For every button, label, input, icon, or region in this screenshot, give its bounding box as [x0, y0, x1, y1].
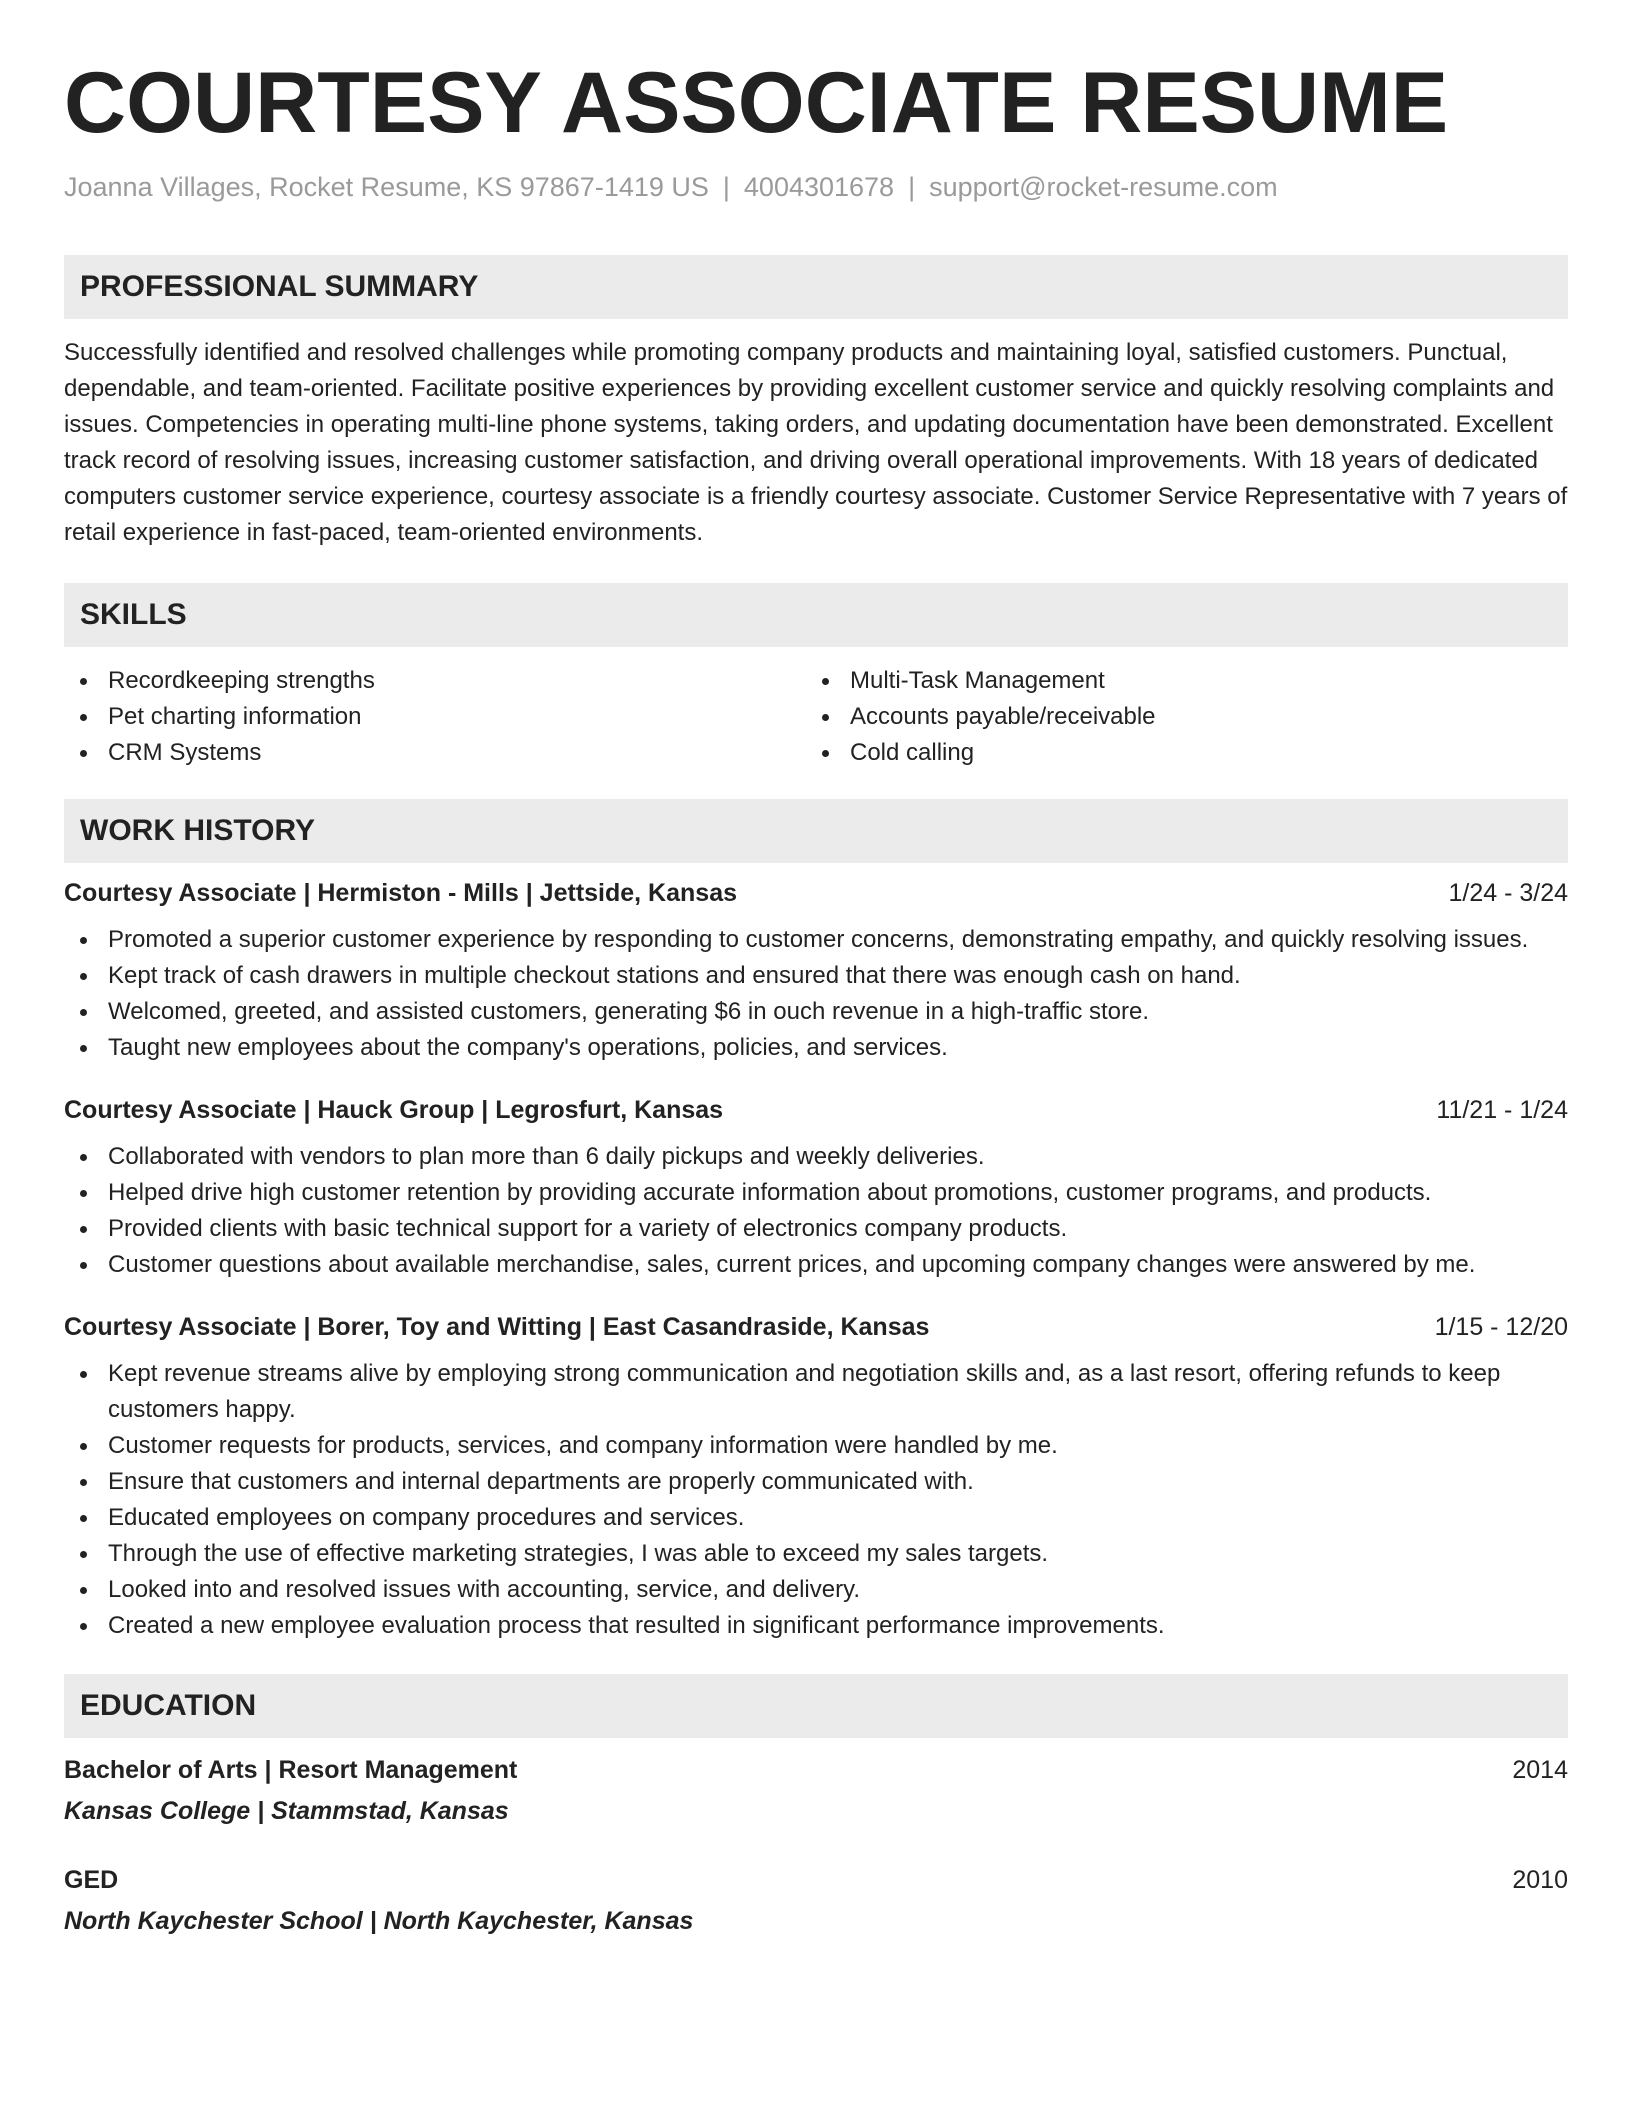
job-header	[64, 879, 1568, 908]
job-bullet: Kept revenue streams alive by employing strong communication and negotiation skills and, as a last resort, offering refunds to keep customers happy.	[64, 1356, 1568, 1428]
job-bullet: Helped drive high customer retention by providing accurate information about promotions, customer programs, and products.	[64, 1175, 1568, 1211]
job-header	[64, 1313, 1568, 1342]
job-title: Courtesy Associate | Hauck Group | Legrosfurt, Kansas	[64, 1096, 724, 1124]
job-dates: 1/15 - 12/20	[1434, 1313, 1568, 1341]
education-header	[64, 1756, 1568, 1785]
section-title: PROFESSIONAL SUMMARY	[80, 270, 479, 303]
skills-column-right	[806, 663, 1548, 771]
skills-column-left	[64, 663, 806, 771]
resume-page	[64, 52, 1568, 1936]
education-degree: Bachelor of Arts | Resort Management	[64, 1756, 518, 1784]
job-bullet: Customer requests for products, services, and company information were handled by me.	[64, 1428, 1568, 1464]
job-bullet: Taught new employees about the company's operations, policies, and services.	[64, 1030, 1568, 1066]
section-title: EDUCATION	[80, 1689, 257, 1722]
job-bullet: Looked into and resolved issues with accounting, service, and delivery.	[64, 1572, 1568, 1608]
job-bullets	[64, 1356, 1568, 1644]
job-bullet: Kept track of cash drawers in multiple checkout stations and ensured that there was enough cash on hand.	[64, 958, 1568, 994]
skill-item: Accounts payable/receivable	[850, 699, 1548, 735]
job-dates: 1/24 - 3/24	[1448, 879, 1568, 907]
job-dates: 11/21 - 1/24	[1436, 1096, 1568, 1124]
job-bullet: Collaborated with vendors to plan more than 6 daily pickups and weekly deliveries.	[64, 1139, 1568, 1175]
job-bullets	[64, 1139, 1568, 1283]
contact-address: Joanna Villages, Rocket Resume, KS 97867-1419 US	[64, 172, 709, 202]
contact-line	[64, 172, 1568, 203]
contact-separator: |	[722, 172, 730, 202]
job-bullet: Provided clients with basic technical support for a variety of electronics company products.	[64, 1211, 1568, 1247]
skill-item: Pet charting information	[108, 699, 806, 735]
job-title: Courtesy Associate | Borer, Toy and Witting | East Casandraside, Kansas	[64, 1313, 930, 1341]
job-bullets	[64, 922, 1568, 1066]
section-title: WORK HISTORY	[80, 814, 316, 847]
skill-item: Cold calling	[850, 735, 1548, 771]
skill-item: CRM Systems	[108, 735, 806, 771]
contact-separator: |	[908, 172, 916, 202]
job-header	[64, 1096, 1568, 1125]
summary-text: Successfully identified and resolved challenges while promoting company products and maintaining loyal, satisfied customers. Punctual, dependable, and team-oriented. Facilitate positive experiences by providing excellent customer service and quickly resolving complaints and issues. Competencies in operating multi-line phone systems, taking orders, and updating documentation have been demonstrated. Excellent track record of resolving issues, increasing customer satisfaction, and driving overall operational improvements. With 18 years of dedicated computers customer service experience, courtesy associate is a friendly courtesy associate. Customer Service Representative with 7 years of retail experience in fast-paced, team-oriented environments.	[64, 339, 1568, 546]
section-header-work	[64, 799, 1568, 863]
job-entry	[64, 1313, 1568, 1644]
education-school: North Kaychester School | North Kaychester, Kansas	[64, 1907, 694, 1935]
education-header	[64, 1866, 1568, 1895]
education-year: 2010	[1512, 1866, 1568, 1894]
job-bullet: Customer questions about available merchandise, sales, current prices, and upcoming company changes were answered by me.	[64, 1247, 1568, 1283]
section-header-education	[64, 1674, 1568, 1738]
job-bullet: Through the use of effective marketing strategies, I was able to exceed my sales targets.	[64, 1536, 1568, 1572]
job-entry	[64, 879, 1568, 1066]
section-header-summary	[64, 255, 1568, 319]
contact-email: support@rocket-resume.com	[929, 172, 1278, 202]
education-degree: GED	[64, 1866, 119, 1894]
section-title: SKILLS	[80, 598, 187, 631]
skill-item: Multi-Task Management	[850, 663, 1548, 699]
job-entry	[64, 1096, 1568, 1283]
job-bullet: Ensure that customers and internal departments are properly communicated with.	[64, 1464, 1568, 1500]
job-bullet: Promoted a superior customer experience by responding to customer concerns, demonstrating empathy, and quickly resolving issues.	[64, 922, 1568, 958]
job-bullet: Welcomed, greeted, and assisted customers, generating $6 in ouch revenue in a high-traffic store.	[64, 994, 1568, 1030]
skill-item: Recordkeeping strengths	[108, 663, 806, 699]
education-entry	[64, 1866, 1568, 1936]
job-bullet: Created a new employee evaluation process that resulted in significant performance improvements.	[64, 1608, 1568, 1644]
job-title: Courtesy Associate | Hermiston - Mills | Jettside, Kansas	[64, 879, 737, 907]
section-header-skills	[64, 583, 1568, 647]
education-entry	[64, 1756, 1568, 1826]
contact-phone: 4004301678	[743, 172, 895, 202]
skills-grid	[64, 663, 1568, 771]
education-school: Kansas College | Stammstad, Kansas	[64, 1797, 509, 1825]
job-bullet: Educated employees on company procedures and services.	[64, 1500, 1568, 1536]
education-year: 2014	[1512, 1756, 1568, 1784]
resume-title: COURTESY ASSOCIATE RESUME	[64, 55, 1449, 151]
